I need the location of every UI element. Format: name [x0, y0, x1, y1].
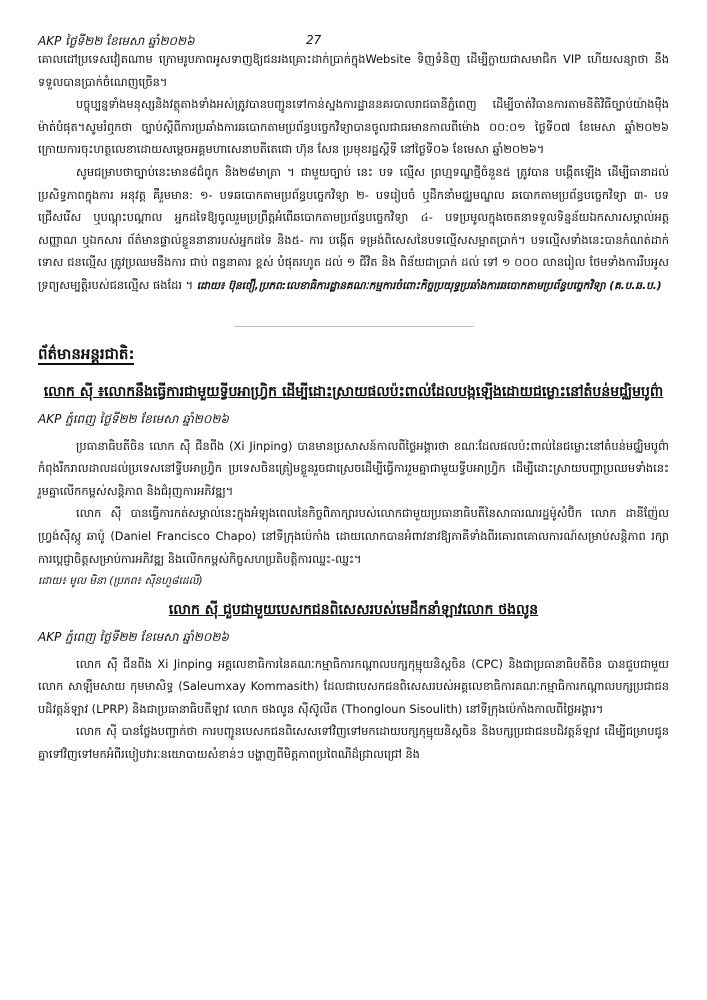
intro-paragraph-3-text: សូមជម្រាបថាច្បាប់នេះមាន៨ជំពូក និង២៨មាត្រា ។ ជាមួយច្បាប់ នេះ បទ ល្មើស ព្រហ្មទណ្ឌថ្មីចំនួន៥ ត្រូវបាន បង្កើតឡើង ដើម្បីធានាដល់ប្រសិទ្ធភាពក្នុងការ អនុវត្ត គឺរួមមាន: ១- បទឆបោកតាមប្រព័ន្ធបច្ចេកវិទ្យា ២- បទរៀបចំ ឬដឹកនាំមជ្ឈមណ្ឌល ឆបោកតាមប្រព័ន្ធបច្ចេកវិទ្យា ៣- បទជ្រើសរើស ឬបណ្តុះបណ្តាល អ្នកដទៃឱ្យចូលរួមប្រព្រឹត្តអំពើឆបោកតាមប្រព័ន្ធបច្ចេកវិទ្យា ៤- បទប្រមូលក្នុងចេតនាទទួលទិន្នន័យឯកសារសម្គាល់អត្តសញ្ញាណ ឬឯកសារ ព័ត៌មានផ្ទាល់ខ្លួននានារបស់អ្នកដទៃ និង៥- ការ បង្កើត ទម្រង់ពិសេសនៃបទល្មើសសម្អាតប្រាក់។ បទល្មើសទាំងនេះបានកំណត់ដាក់ទោស ជនល្មើស ត្រូវប្រឈមនឹងការ ជាប់ ពន្ធនាគារ ខ្ពស់ បំផុតរហូត ដល់ ១ ជីវិត និង ពិន័យជាប្រាក់ ដល់ ទៅ ១ ០០០ លានរៀល ថែមទាំងការរឹបអូសទ្រព្យសម្បត្តិរបស់ជនល្មើស ផងដែរ ។	[38, 164, 669, 292]
article-2-title: លោក ស៊ី ជួបជាមួយបេសកជនពិសេសរបស់មេដឹកនាំឡាវលោក ថងលូន	[168, 601, 539, 618]
article-1-paragraph-2: លោក ស៊ី បានធ្វើការកត់សម្គាល់នេះក្នុងអំឡុងពេលនៃកិច្ចពិភាក្សារបស់លោកជាមួយប្រធានាធិបតីនៃសាធារណរដ្ឋម៉ូសំប៊ិក លោក ដានីញ៉ែល ហ្វ្រង់ស៊ីស្កូ ឆាប៉ូ (Daniel Francisco Chapo) នៅទីក្រុងប៉េកាំង ដោយលោកបានអំពាវនាវឱ្យភាគីទាំងពីរគោរពគោលការណ៍សម្រាប់សន្តិភាព រក្សាការប្តេជ្ញាចិត្តសម្រាប់ការអភិវឌ្ឍ និងលើកកម្ពស់កិច្ចសហប្រតិបត្តិការឈ្នះ-ឈ្នះ។	[38, 506, 669, 566]
article-1-title: លោក ស៊ី ៖លោកនឹងធ្វើការជាមួយទ្វីបអាហ្វ្រិក ដើម្បីដោះស្រាយផលប៉ះពាល់ដែលបង្កឡើងដោយជម្លោះនៅតំបន់មជ្ឈិមបូព៌ា	[43, 383, 664, 400]
article-2-paragraph-2: លោក ស៊ី បានថ្លែងបញ្ជាក់ថា ការបញ្ជូនបេសកជនពិសេសទៅវិញទៅមកដោយបក្សកុម្មុយនិស្តចិន និងបក្សប្រជាជនបដិវត្តន៍ឡាវ ដើម្បីជម្រាបជូនគ្នាទៅវិញទៅមកអំពីរបៀបវារៈនយោបាយសំខាន់ៗ បង្ហាញពីមិត្តភាពប្រពៃណីដ៏ជ្រាលជ្រៅ និង	[38, 724, 669, 762]
page-header	[38, 0, 669, 48]
page-number: 27	[306, 33, 322, 47]
section-heading-text: ព័ត៌មានអន្តរជាតិ:	[38, 344, 135, 363]
article-1-dateline: AKP ភ្នំពេញ ថ្ងៃទី២២ ខែមេសា ឆ្នាំ២០២៦	[38, 411, 229, 426]
intro-byline: ដោយ៖ ប៊ុនថឿ,ប្រភព:លេខាធិការដ្ឋានគណៈកម្មការចំពោះកិច្ចប្រយុទ្ធប្រឆាំងការឆបោកតាមប្រព័ន្ធបច្ចេកវិទ្យា (គ.ប.ឆ.ប.)	[196, 279, 662, 292]
article-2-dateline: AKP ភ្នំពេញ ថ្ងៃទី២២ ខែមេសា ឆ្នាំ២០២៦	[38, 629, 229, 644]
header-dateline: AKP ថ្ងៃទី២២ ខែមេសា ឆ្នាំ២០២៦	[38, 34, 195, 48]
section-divider	[234, 326, 474, 327]
intro-paragraph-2: បច្ចុប្បន្នទាំងមនុស្សនិងវត្ថុតាងទាំងអស់ត្រូវបានបញ្ជូនទៅកាន់ស្នងការដ្ឋាននគរបាលរាជធានីភ្នំពេញ ដើម្បីចាត់វិធានការតាមនីតិវិធីច្បាប់យ៉ាងម៉ឺងម៉ាត់បំផុត។សូមរំឮកថា ច្បាប់ស្តីពីការប្រឆាំងការឆបោកតាមប្រព័ន្ធបច្ចេកវិទ្យាបានចូលជាធរមានកាលពីម៉ោង ០០:០១ ថ្ងៃទី០៧ ខែមេសា ឆ្នាំ២០២៦ ក្រោយការចុះហត្ថលេខាដោយសម្តេចអគ្គមហាសេនាបតីតេជោ ហ៊ុន សែន ប្រមុខរដ្ឋស្តីទី នៅថ្ងៃទី០៦ ខែមេសា ឆ្នាំ២០២៦។	[38, 97, 669, 157]
article-1-byline: ដោយ៖ មូល មិនា (ប្រភព៖ ស៊ីនហួ៨ដេលី)	[38, 575, 203, 588]
intro-paragraph-1: គោលដៅប្រទេសវៀតណាម ក្រោមរូបភាពអូសទាញឱ្យជនរងគ្រោះដាក់ប្រាក់ក្នុងWebsite ទិញទំនិញ ដើម្បីក្លាយជាសមាជិក VIP ហើយសន្យាថា នឹងទទួលបានប្រាក់ចំណេញច្រើន។	[38, 52, 669, 89]
article-1-paragraph-1: ប្រធានាធិបតីចិន លោក ស៊ី ជីនពីង (Xi Jinping) បានមានប្រសាសន៍កាលពីថ្ងៃអង្គារថា ខណៈដែលផលប៉ះពាល់នៃជម្លោះនៅតំបន់មជ្ឈិមបូព៌ាកំពុងរីករាលដាលដល់ប្រទេសនៅទ្វីបអាហ្វ្រិក ប្រទេសចិនត្រៀមខ្លួនរួចជាស្រេចដើម្បីធ្វើការរួមគ្នាជាមួយទ្វីបអាហ្វ្រិក ដើម្បីដោះស្រាយបញ្ហាប្រឈមទាំងនេះ រួមគ្នាលើកកម្ពស់សន្តិភាព និងជំរុញការអភិវឌ្ឍ។	[38, 438, 669, 498]
intro-paragraph-3	[38, 161, 669, 298]
article-2-paragraph-1: លោក ស៊ី ជីនពីង Xi Jinping អគ្គលេខាធិការនៃគណៈកម្មាធិការកណ្តាលបក្សកុម្មុយនិស្តចិន (CPC) និងជាប្រធានាធិបតីចិន បានជួបជាមួយលោក សាឡឹមសាយ កុមមាសិទ្ធ (Saleumxay Kommasith) ដែលជាបេសកជនពិសេសរបស់អគ្គលេខាធិការគណៈកម្មាធិការកណ្តាលបក្សប្រជាជនបដិវត្តន៍ឡាវ (LPRP) និងជាប្រធានាធិបតីឡាវ លោក ថងលូន ស៊ីស៊ូលីត (Thongloun Sisoulith) នៅទីក្រុងប៉េកាំងកាលពីថ្ងៃអង្គារ។	[38, 656, 669, 716]
section-heading	[38, 345, 669, 367]
